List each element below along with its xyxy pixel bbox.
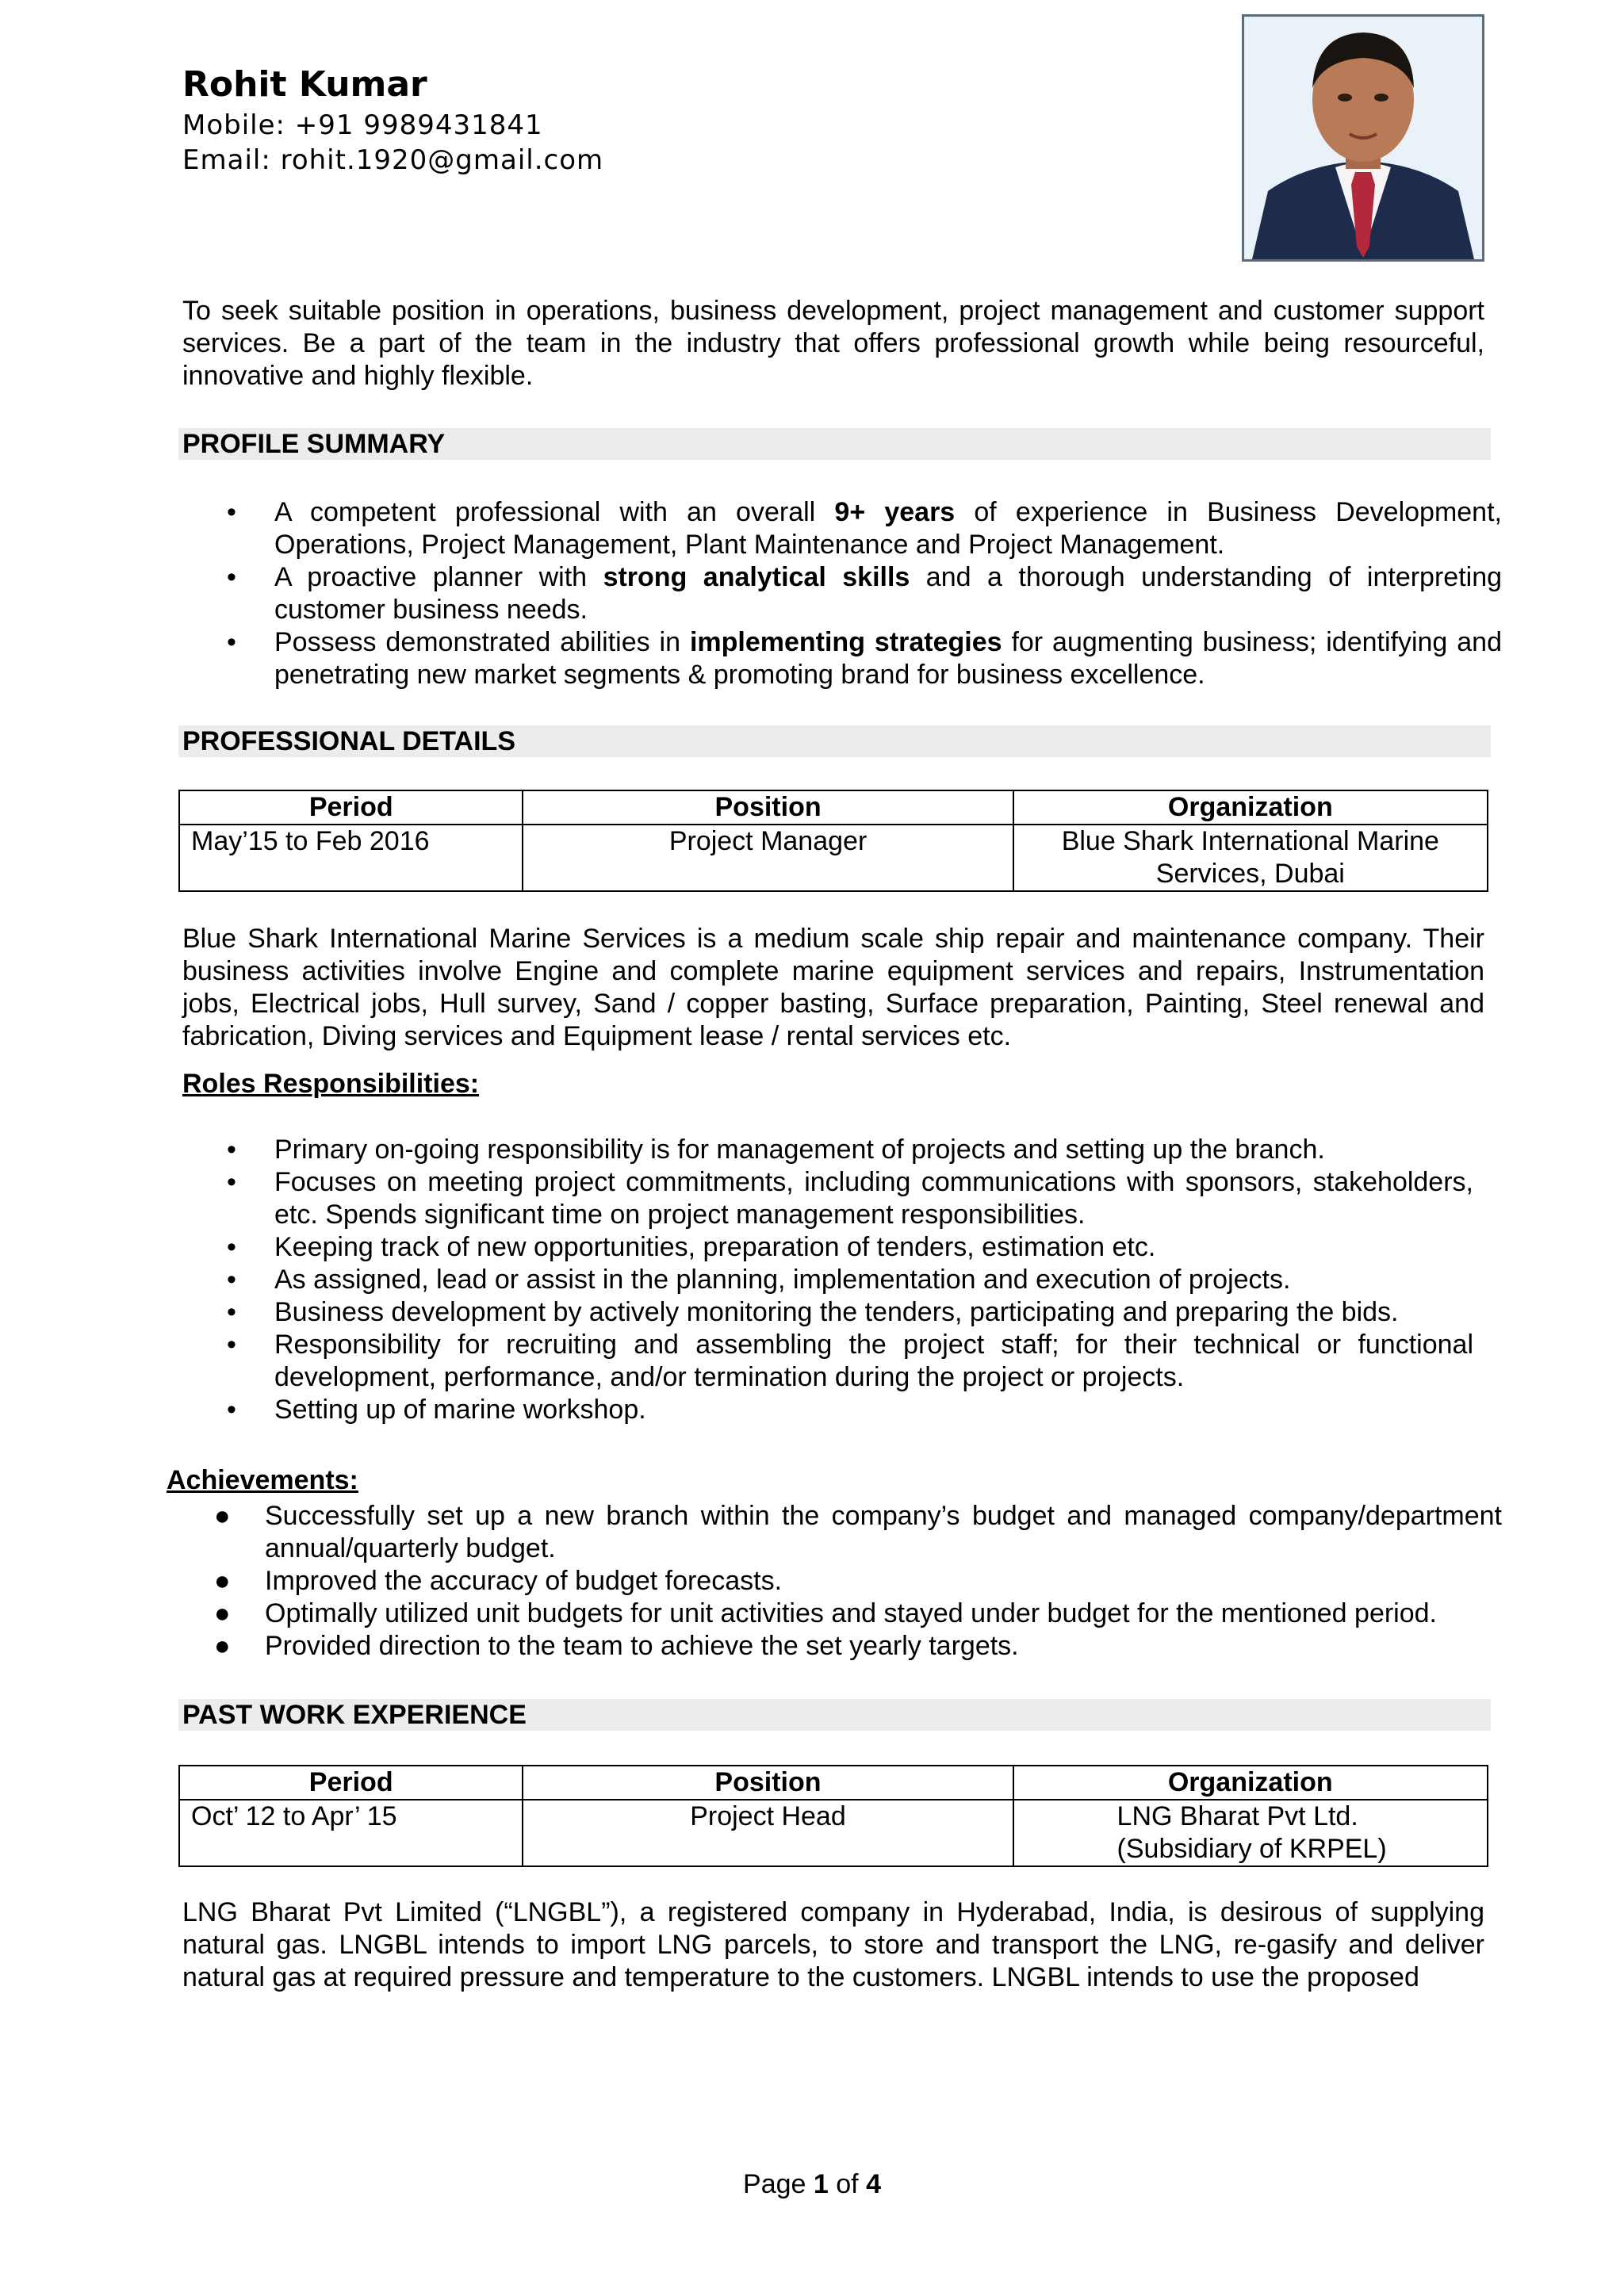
company-description: Blue Shark International Marine Services is a medium scale ship repair and maintenance company. Their business activities involve Engine and complete marine equipment services and repairs, Instrumentation jobs, Electrical jobs, Hull survey, Sand / copper basting, Surface preparation, Painting, Steel renewal and fabrication, Diving services and Equipment lease / rental services etc. — [182, 924, 1484, 1051]
contact-header — [182, 62, 603, 178]
page-label: Page — [743, 2169, 806, 2199]
page-footer — [0, 2169, 1624, 2200]
list-item: ● Improved the accuracy of budget forecasts. — [214, 1566, 783, 1596]
profile-photo — [1242, 14, 1484, 262]
list-item: • Responsibility for recruiting and assembling the project staff; for their technical or functional development, performance, and/or termination during the project or projects. — [227, 1330, 1473, 1392]
email-address: Email: rohit.1920@gmail.com — [182, 144, 604, 176]
list-item: • A competent professional with an overall 9+ years of experience in Business Development, Operations, Project Management, Plant Maintenance and Project Management. — [227, 497, 1502, 560]
cell-position: Project Head — [523, 1800, 1013, 1866]
section-profile-summary: PROFILE SUMMARY — [178, 428, 1491, 460]
candidate-name: Rohit Kumar — [182, 64, 427, 105]
achievements-list — [214, 1500, 1502, 1663]
list-item: • Keeping track of new opportunities, preparation of tenders, estimation etc. — [227, 1232, 1156, 1262]
cell-period: May’15 to Feb 2016 — [179, 825, 523, 891]
roles-list — [227, 1134, 1473, 1426]
profile-summary-list — [227, 496, 1503, 691]
total-page-count: 4 — [866, 2169, 881, 2199]
list-item: ● Optimally utilized unit budgets for unit activities and stayed under budget for the mentioned period. — [214, 1598, 1437, 1628]
mobile-number: Mobile: +91 9989431841 — [182, 109, 543, 141]
professional-details-table — [178, 790, 1488, 892]
portrait-illustration — [1244, 17, 1482, 259]
list-item: • A proactive planner with strong analytical skills and a thorough understanding of interpreting customer business needs. — [227, 562, 1503, 625]
column-header-position: Position — [523, 1766, 1013, 1800]
table-header-row — [179, 790, 1488, 825]
list-item: ● Provided direction to the team to achieve the set yearly targets. — [214, 1631, 1019, 1661]
list-item: ● Successfully set up a new branch within the company’s budget and managed company/department annual/quarterly budget. — [214, 1501, 1502, 1563]
column-header-organization: Organization — [1013, 1766, 1488, 1800]
list-item: • Business development by actively monitoring the tenders, participating and preparing the bids. — [227, 1297, 1399, 1327]
list-item: • Setting up of marine workshop. — [227, 1395, 646, 1425]
roles-heading: Roles Responsibilities: — [182, 1069, 480, 1099]
list-item: • Primary on-going responsibility is for management of projects and setting up the branch. — [227, 1135, 1325, 1165]
section-past-work-experience: PAST WORK EXPERIENCE — [178, 1699, 1491, 1731]
column-header-period: Period — [179, 1766, 523, 1800]
table-header-row — [179, 1766, 1488, 1800]
cell-position: Project Manager — [523, 825, 1013, 891]
table-row — [179, 1800, 1488, 1866]
table-row — [179, 825, 1488, 891]
current-page-number: 1 — [813, 2169, 829, 2199]
list-item: • Possess demonstrated abilities in implementing strategies for augmenting business; identifying and penetrating new market segments & promoting brand for business excellence. — [227, 627, 1502, 690]
section-professional-details: PROFESSIONAL DETAILS — [178, 725, 1491, 757]
of-label: of — [836, 2169, 859, 2199]
past-work-table — [178, 1765, 1488, 1867]
achievements-heading: Achievements: — [167, 1465, 358, 1495]
column-header-period: Period — [179, 790, 523, 825]
column-header-position: Position — [523, 790, 1013, 825]
column-header-organization: Organization — [1013, 790, 1488, 825]
list-item: • As assigned, lead or assist in the planning, implementation and execution of projects. — [227, 1265, 1291, 1295]
career-objective: To seek suitable position in operations, business development, project management and customer support services. Be a part of the team in the industry that offers professional growth while being resourceful, innovative and highly flexible. — [182, 296, 1484, 391]
cell-organization: LNG Bharat Pvt Ltd. (Subsidiary of KRPEL) — [1013, 1800, 1488, 1866]
cell-organization: Blue Shark International Marine Services, Dubai — [1013, 825, 1488, 891]
list-item: • Focuses on meeting project commitments, including communications with sponsors, stakeholders, etc. Spends significant time on project management responsibilities. — [227, 1167, 1473, 1230]
cell-period: Oct’ 12 to Apr’ 15 — [179, 1800, 523, 1866]
lngbl-description: LNG Bharat Pvt Limited (“LNGBL”), a registered company in Hyderabad, India, is desirous of supplying natural gas. LNGBL intends to import LNG parcels, to store and transport the LNG, re-gasify and deliver natural gas at required pressure and temperature to the customers. LNGBL intends to use the proposed — [182, 1897, 1484, 1992]
